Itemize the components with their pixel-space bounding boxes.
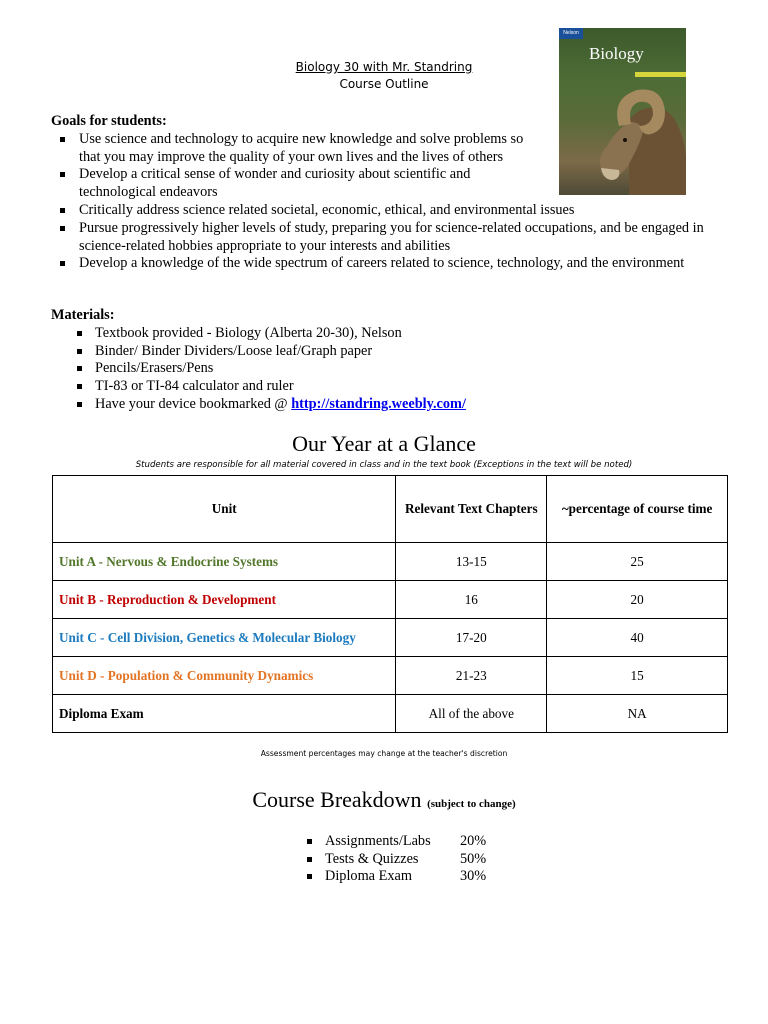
unit-cell: Unit A - Nervous & Endocrine Systems [53, 543, 396, 581]
assessment-note: Assessment percentages may change at the teacher's discretion [260, 749, 508, 758]
unit-cell: Unit B - Reproduction & Development [53, 581, 396, 619]
breakdown-label: Tests & Quizzes [325, 850, 419, 867]
publisher-badge: Nelson [559, 28, 583, 39]
year-at-a-glance-heading: Our Year at a Glance [292, 431, 476, 456]
goal-item: Critically address science related societal, economic, ethical, and environmental issues [51, 202, 731, 220]
unit-cell: Unit C - Cell Division, Genetics & Molecular Biology [53, 619, 396, 657]
table-row [53, 695, 728, 733]
breakdown-value: 20% [460, 833, 487, 849]
column-header-percentage: ~percentage of course time [547, 476, 728, 543]
goal-item: Develop a critical sense of wonder and curiosity about scientific and technological endeavors [51, 166, 526, 202]
table-header-row [53, 476, 728, 543]
column-header-unit: Unit [53, 476, 396, 543]
goal-item: Pursue progressively higher levels of study, preparing you for science-related occupations, and be engaged in science-related hobbies appropriate to your interests and abilities [51, 220, 731, 256]
goals-section [51, 113, 731, 273]
bookmark-text: Have your device bookmarked @ [95, 395, 292, 412]
table-row [53, 657, 728, 695]
table-row [53, 581, 728, 619]
cover-strip [635, 72, 686, 77]
goals-heading: Goals for students: [51, 113, 167, 129]
percent-cell: 20 [547, 581, 728, 619]
breakdown-value: 30% [460, 868, 487, 884]
unit-cell: Diploma Exam [53, 695, 396, 733]
table-row [53, 619, 728, 657]
table-row [53, 543, 728, 581]
goal-item: Use science and technology to acquire new knowledge and solve problems so that you may improve the quality of your own lives and the lives of others [51, 131, 526, 167]
unit-cell: Unit D - Population & Community Dynamics [53, 657, 396, 695]
percent-cell: NA [547, 695, 728, 733]
material-item: Textbook provided - Biology (Alberta 20-30), Nelson [51, 325, 731, 343]
course-subtitle: Course Outline [339, 77, 429, 91]
breakdown-list [307, 833, 486, 886]
units-table [52, 475, 728, 733]
goal-item: Develop a knowledge of the wide spectrum of careers related to science, technology, and the environment [51, 255, 731, 273]
website-link[interactable]: http://standring.weebly.com/ [291, 395, 466, 412]
materials-section [51, 307, 731, 414]
breakdown-label: Diploma Exam [325, 868, 412, 884]
chapters-cell: All of the above [396, 695, 547, 733]
percent-cell: 40 [547, 619, 728, 657]
materials-list [51, 325, 731, 414]
list-item [307, 833, 486, 851]
material-item: Pencils/Erasers/Pens [51, 360, 731, 378]
percent-cell: 15 [547, 657, 728, 695]
material-item-bookmark [51, 396, 731, 414]
course-title: Biology 30 with Mr. Standring [295, 60, 473, 74]
responsibility-note: Students are responsible for all material covered in class and in the text book (Exceptions in the text will be noted) [135, 460, 633, 470]
list-item [307, 851, 486, 869]
course-breakdown-note: (subject to change) [427, 798, 516, 810]
cover-title: Biology [589, 44, 644, 63]
material-item: Binder/ Binder Dividers/Loose leaf/Graph paper [51, 343, 731, 361]
materials-heading: Materials: [51, 307, 115, 323]
percent-cell: 25 [547, 543, 728, 581]
list-item [307, 868, 486, 886]
chapters-cell: 21-23 [396, 657, 547, 695]
breakdown-label: Assignments/Labs [325, 833, 431, 849]
course-breakdown-heading [0, 786, 768, 818]
material-item: TI-83 or TI-84 calculator and ruler [51, 378, 731, 396]
course-breakdown-title: Course Breakdown [252, 787, 422, 812]
goals-list [51, 131, 731, 273]
chapters-cell: 17-20 [396, 619, 547, 657]
chapters-cell: 16 [396, 581, 547, 619]
chapters-cell: 13-15 [396, 543, 547, 581]
breakdown-value: 50% [460, 850, 487, 867]
column-header-chapters: Relevant Text Chapters [396, 476, 547, 543]
